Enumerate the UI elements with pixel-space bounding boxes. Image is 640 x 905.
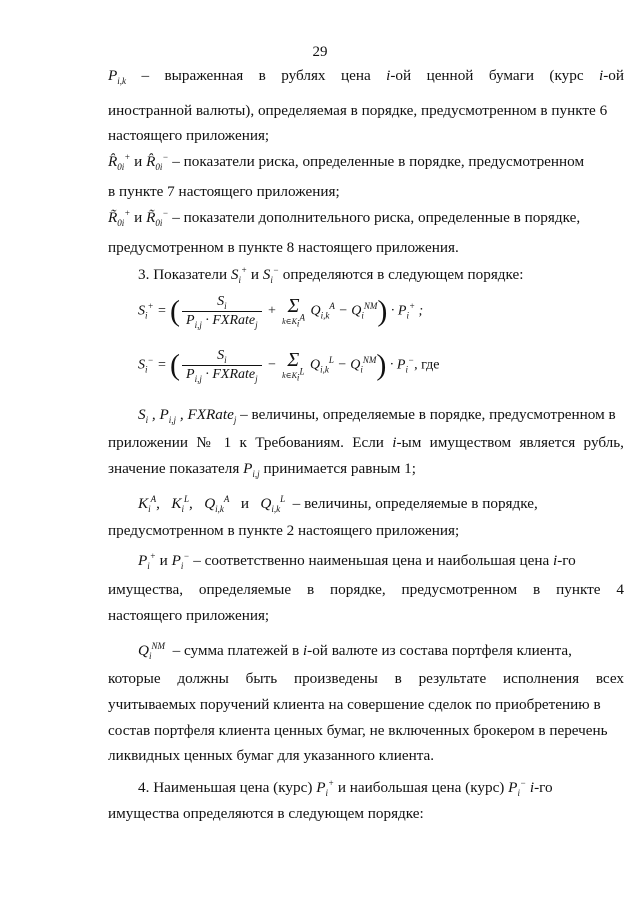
paragraph-price-line1: $P_{i,k}$ – выраженная в рублях цена i-ой ценной бумаги (курс i-ой — [108, 67, 625, 87]
formula-s-minus: $S_i^-$ = ( $\frac{S_i}{P_{i,j} \cdot FXRate_j}$ − Σ $k\in K_i^L$ $Q_{i,k}^L - Q_i^{NM}) \cdot P_i^-$, где — [138, 348, 440, 384]
paragraph-risk-line1: $R̂_{0i}^+$ и $R̂_{0i}^-$ – показатели риска, определенные в порядке, предусмотренном — [108, 151, 585, 173]
paragraph-k-line1: $K_i^A$, $K_i^L$, $Q_{i,k}^A$ и $Q_{i,k}^L$ – величины, определяемые в порядке, — [138, 493, 538, 515]
paragraph-addrisk-line1: $R̃_{0i}^+$ и $R̃_{0i}^-$ – показатели дополнительного риска, определенные в порядке, — [108, 207, 581, 229]
paragraph-price-line3: настоящего приложения; — [108, 127, 270, 144]
paragraph-pminmax-line2: имущества, определяемые в порядке, предусмотренном в пункте 4 — [108, 581, 624, 598]
page-number: 29 — [312, 44, 328, 60]
section-3-heading: 3. Показатели $S_i^+$ и $S_i^-$ определяются в следующем порядке: — [138, 264, 524, 286]
paragraph-qnm-line2: которые должны быть произведены в результате исполнения всех — [108, 670, 624, 687]
paragraph-values-line2: приложении № 1 к Требованиям. Если i-ым имуществом является рубль, — [108, 434, 624, 451]
paragraph-pminmax-line3: настоящего приложения; — [108, 607, 270, 624]
section-4-line2: имущества определяются в следующем порядке: — [108, 805, 424, 822]
paragraph-k-line2: предусмотренном в пункте 2 настоящего приложения; — [108, 522, 460, 539]
paragraph-qnm-line4: состав портфеля клиента ценных бумаг, не включенных брокером в перечень — [108, 722, 608, 739]
paragraph-qnm-line5: ликвидных ценных бумаг для указанного клиента. — [108, 747, 435, 764]
section-4-line1: 4. Наименьшая цена (курс) $P_i^+$ и наибольшая цена (курс) $P_i^-$ i-го — [138, 777, 553, 799]
paragraph-values-line3: значение показателя $P_{i,j}$ принимается равным 1; — [108, 460, 416, 480]
paragraph-price-line2: иностранной валюты), определяемая в порядке, предусмотренном в пункте 6 — [108, 102, 608, 119]
paragraph-addrisk-line2: предусмотренном в пункте 8 настоящего приложения. — [108, 239, 459, 256]
paragraph-risk-line2: в пункте 7 настоящего приложения; — [108, 183, 340, 200]
paragraph-pminmax-line1: $P_i^+$ и $P_i^-$ – соответственно наименьшая цена и наибольшая цена i-го — [138, 550, 576, 572]
paragraph-qnm-line3: учитываемых поручений клиента на совершение сделок по приобретению в — [108, 696, 601, 713]
math-symbol: $P_{i,k}$ — [108, 67, 127, 87]
paragraph-qnm-line1: $Q_i^{NM}$ – сумма платежей в i-ой валюте из состава портфеля клиента, — [138, 640, 572, 662]
paragraph-values-line1: $S_i$ , $P_{i,j}$ , FXRate$_j$ – величины, определяемые в порядке, предусмотренном в — [138, 406, 616, 426]
formula-s-plus: $S_i^+$ = ( $\frac{S_i}{P_{i,j} \cdot FXRate_j}$ + Σ $k\in K_i^A$ $Q_{i,k}^A - Q_i^{NM}) \cdot P_i^+$ ; — [138, 294, 424, 330]
